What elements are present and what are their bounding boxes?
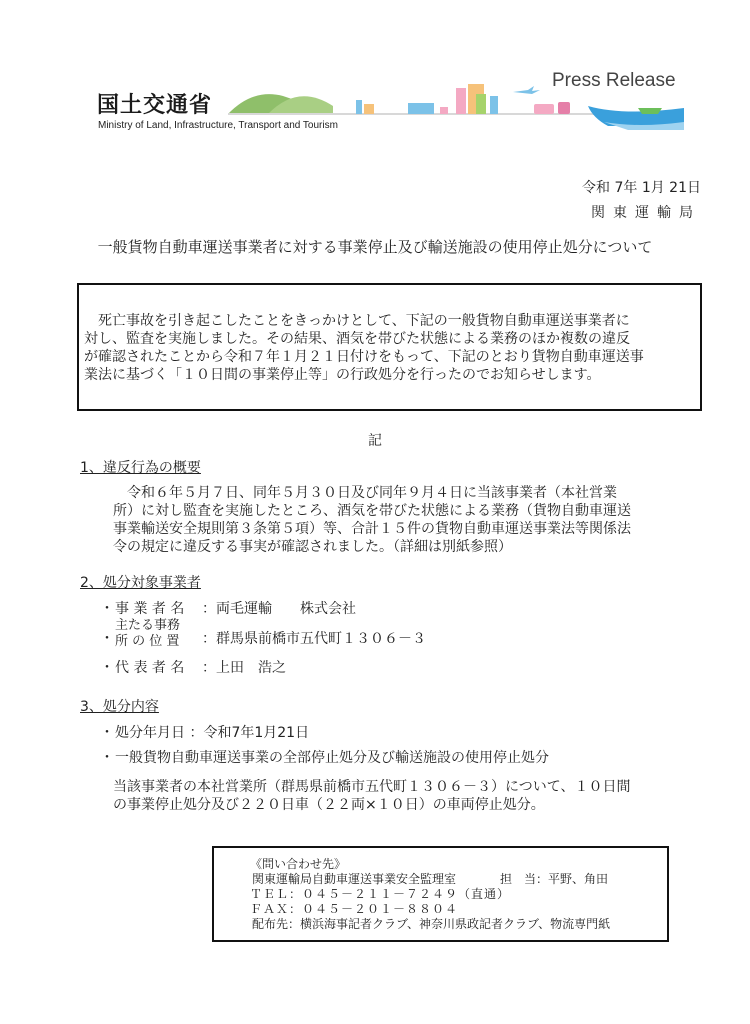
section1-line: 令和６年５月７日、同年５月３０日及び同年９月４日に当該事業者（本社営業: [113, 485, 617, 501]
disposition-type-item: 一般貨物自動車運送事業の全部停止処分及び輸送施設の使用停止処分: [115, 750, 549, 766]
contact-person: 担 当：平野、角田: [500, 872, 609, 886]
summary-line: 対し、監査を実施しました。その結果、酒気を帯びた状態による業務のほか複数の違反: [84, 331, 630, 347]
section1-line: 事業輸送安全規則第３条第５項）等、合計１５件の貨物自動車運送事業法等関係法: [113, 521, 631, 537]
building-shape: [476, 94, 486, 114]
building-shape: [364, 104, 374, 114]
building-shape: [440, 107, 448, 114]
building-shape: [356, 100, 362, 114]
section1-line: 令の規定に違反する事実が確認されました。（詳細は別紙参照）: [113, 539, 512, 555]
section1-body: [113, 484, 703, 556]
office-location-value: ：群馬県前橋市五代町１３０６－３: [202, 631, 426, 647]
airplane-icon: [513, 86, 540, 94]
bullet-dot: ・: [100, 725, 114, 741]
press-release-label: Press Release: [552, 70, 676, 91]
summary-line: が確認されたことから令和７年１月２１日付けをもって、下記のとおり貨物自動車運送事: [84, 349, 644, 365]
issue-date: 令和 7年 1月 21日: [582, 180, 701, 196]
contact-fax: ＦＡＸ：０４５－２０１－８８０４: [250, 902, 459, 916]
bullet-dot: ・: [100, 631, 114, 647]
summary-text: [84, 312, 696, 384]
section1-line: 所）に対し監査を実施したところ、酒気を帯びた状態による業務（貨物自動車運送: [113, 503, 631, 519]
contact-distribution: 配布先：横浜海事記者クラブ、神奈川県政記者クラブ、物流専門紙: [252, 917, 611, 931]
summary-line: 業法に基づく「１０日間の事業停止等」の行政処分を行ったのでお知らせします。: [84, 367, 601, 383]
representative-value: ：上田 浩之: [202, 660, 286, 676]
disposition-date-item: 処分年月日 ：令和7年1月21日: [115, 725, 310, 741]
header-landscape-illustration: [228, 78, 684, 134]
contact-department: 関東運輸局自動車運送事業安全監理室: [252, 872, 457, 886]
section1-heading: 1、違反行為の概要: [80, 460, 201, 476]
section3-line: 当該事業者の本社営業所（群馬県前橋市五代町１３０６－３）について、１０日間: [113, 779, 631, 795]
document-title: 一般貨物自動車運送事業者に対する事業停止及び輸送施設の使用停止処分について: [97, 238, 653, 256]
section3-heading: 3、処分内容: [80, 699, 159, 715]
building-shape: [456, 88, 466, 114]
section3-body: [113, 778, 703, 814]
ship-icon: [638, 108, 662, 114]
office-location-label-line: 主たる事務: [115, 618, 181, 633]
issuing-bureau: 関東運輸局: [591, 205, 701, 221]
org-name-en: Ministry of Land, Infrastructure, Transport and Tourism: [98, 120, 338, 131]
office-location-label-line: 所 の 位 置: [115, 634, 180, 649]
representative-label: 代 表 者 名: [115, 660, 185, 676]
bullet-dot: ・: [100, 750, 114, 766]
building-shape: [408, 103, 434, 114]
bus-shape: [558, 102, 570, 114]
section2-heading: 2、処分対象事業者: [80, 575, 201, 591]
sea-shape: [588, 106, 684, 126]
ki-mark: 記: [368, 433, 382, 449]
bullet-dot: ・: [100, 660, 114, 676]
contact-tel: ＴＥＬ：０４５－２１１－７２４９（直通）: [250, 887, 511, 901]
bullet-dot: ・: [100, 601, 114, 617]
operator-name-value: ：両毛運輸 株式会社: [202, 601, 356, 617]
org-name: 国土交通省: [97, 93, 213, 118]
office-location-label: [115, 618, 180, 650]
summary-line: 死亡事故を引き起こしたことをきっかけとして、下記の一般貨物自動車運送事業者に: [84, 313, 630, 329]
building-shape: [490, 96, 498, 114]
operator-name-label: 事 業 者 名: [115, 601, 185, 617]
bus-shape: [534, 104, 554, 114]
section3-line: の事業停止処分及び２２０日車（２２両×１０日）の車両停止処分。: [113, 797, 545, 813]
contact-title: 《問い合わせ先》: [250, 857, 347, 871]
